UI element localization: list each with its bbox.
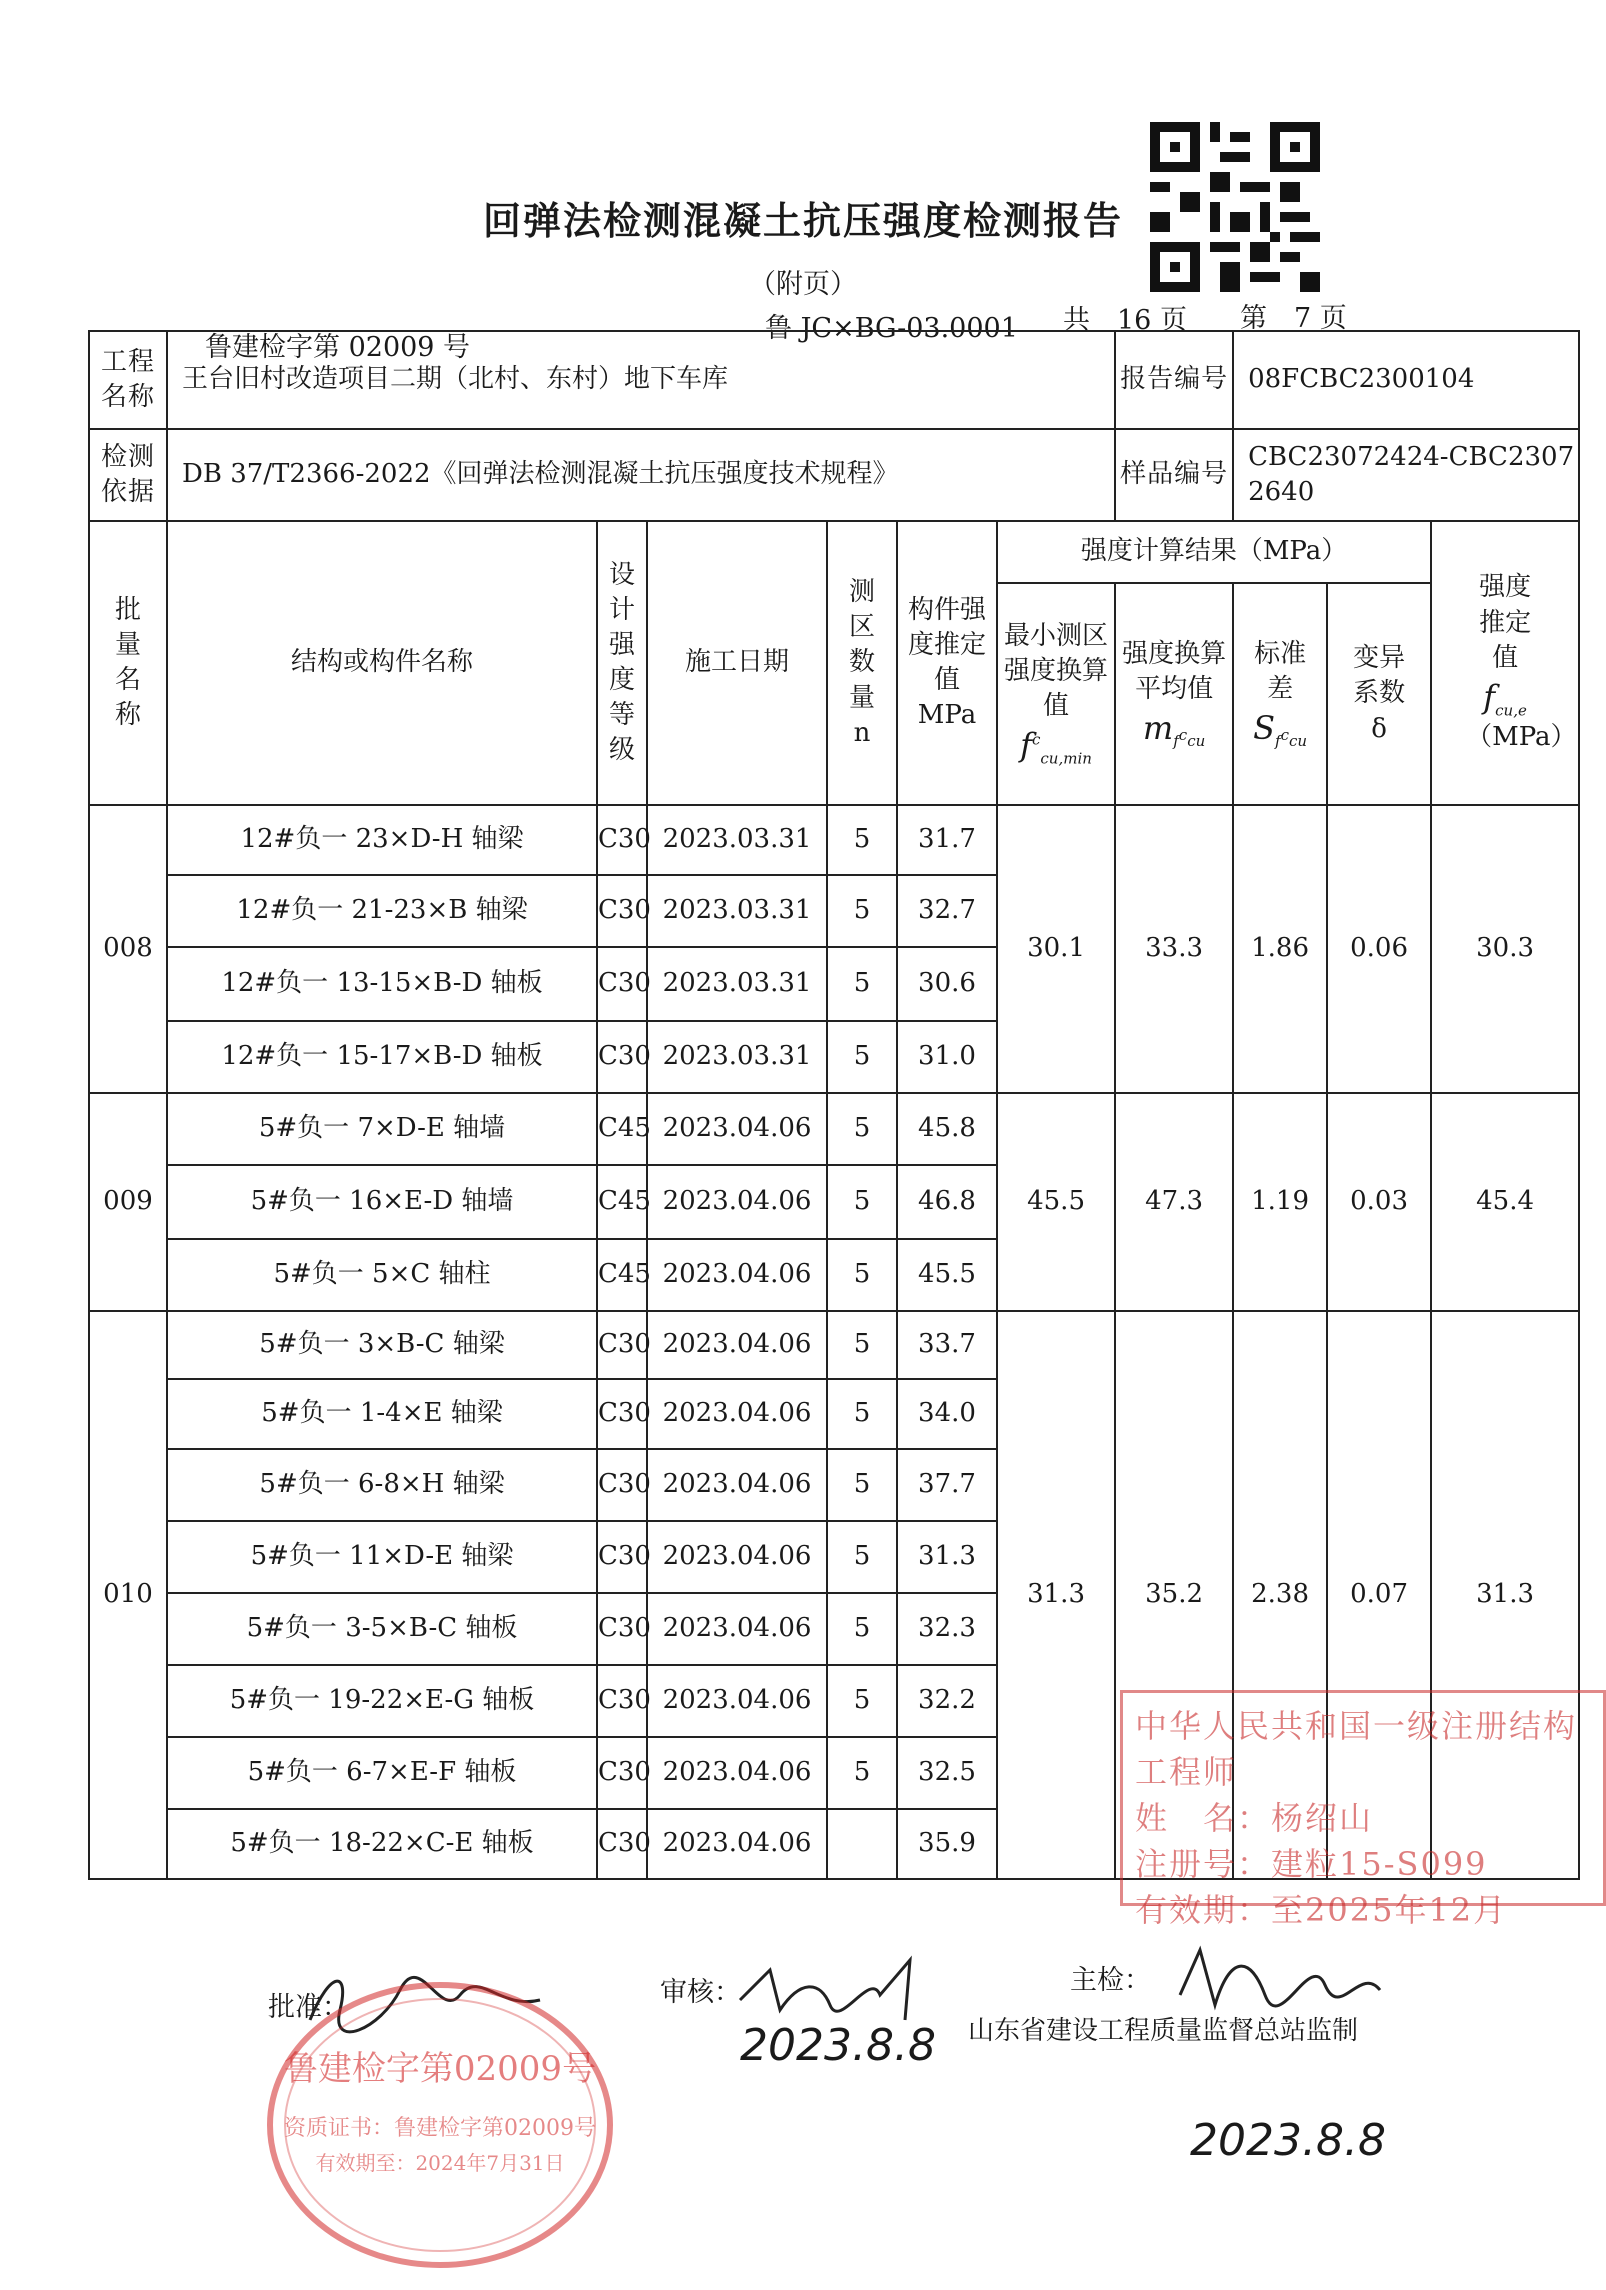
component-name: 12#负一 23×D-H 轴梁 [167, 805, 597, 875]
zone-count: 5 [827, 1449, 897, 1521]
total-pages: 共 16 页 [1063, 305, 1187, 336]
batch-name: 009 [89, 1093, 167, 1311]
page-number: 第 7 页 [1240, 303, 1347, 334]
min-zone-strength: 30.1 [997, 805, 1115, 1093]
component-strength: 37.7 [897, 1449, 997, 1521]
construction-date: 2023.04.06 [647, 1239, 827, 1311]
component-strength: 45.5 [897, 1239, 997, 1311]
col-est [1431, 521, 1579, 805]
zone-count: 5 [827, 1665, 897, 1737]
zone-count: 5 [827, 1165, 897, 1239]
component-name: 5#负一 6-7×E-F 轴板 [167, 1737, 597, 1809]
zone-count: 5 [827, 1093, 897, 1165]
component-strength: 32.5 [897, 1737, 997, 1809]
col-calc-group: 强度计算结果（MPa） [997, 521, 1431, 583]
construction-date: 2023.04.06 [647, 1737, 827, 1809]
variation-coefficient: 0.07 [1327, 1311, 1431, 1879]
table-row [89, 1311, 1579, 1379]
component-name: 5#负一 7×D-E 轴墙 [167, 1093, 597, 1165]
col-batch [89, 521, 167, 805]
component-strength: 31.0 [897, 1021, 997, 1093]
report-table [88, 330, 1580, 1880]
project-value: 王台旧村改造项目二期（北村、东村）地下车库 [167, 331, 1115, 429]
col-zones [827, 521, 897, 805]
design-grade: C30 [597, 1521, 647, 1593]
col-std-text: 标准差 [1254, 638, 1307, 704]
col-strength-text: 构件强度推定值MPa [908, 594, 987, 731]
inspect-label: 主检： [1070, 1965, 1151, 1996]
stamp-line-3: 注册号：建粒15-S099 [1135, 1845, 1488, 1883]
component-strength: 30.6 [897, 947, 997, 1021]
component-strength: 31.7 [897, 805, 997, 875]
zone-count: 5 [827, 1021, 897, 1093]
component-name: 5#负一 6-8×H 轴梁 [167, 1449, 597, 1521]
zone-count: 5 [827, 875, 897, 947]
report-subtitle: （附页） [749, 269, 857, 300]
design-grade: C30 [597, 1311, 647, 1379]
component-name: 5#负一 19-22×E-G 轴板 [167, 1665, 597, 1737]
component-name: 5#负一 5×C 轴柱 [167, 1239, 597, 1311]
construction-date: 2023.04.06 [647, 1593, 827, 1665]
col-mean [1115, 583, 1233, 805]
std-deviation: 1.86 [1233, 805, 1327, 1093]
review-date: 2023.8.8 [740, 2020, 936, 2071]
construction-date: 2023.04.06 [647, 1449, 827, 1521]
col-mean-text: 强度换算平均值 [1122, 638, 1227, 704]
component-name: 5#负一 1-4×E 轴梁 [167, 1379, 597, 1449]
variation-coefficient: 0.03 [1327, 1093, 1431, 1311]
mean-strength: 35.2 [1115, 1311, 1233, 1879]
zone-count [827, 1809, 897, 1879]
table-row [89, 1093, 1579, 1165]
component-name: 5#负一 11×D-E 轴梁 [167, 1521, 597, 1593]
design-grade: C45 [597, 1239, 647, 1311]
certificate-number: 鲁建检字第 02009 号 [205, 332, 471, 363]
inspect-date: 2023.8.8 [1190, 2115, 1386, 2166]
inspector-signature [1170, 1935, 1390, 2025]
report-no-value: 08FCBC2300104 [1233, 331, 1579, 429]
component-strength: 31.3 [897, 1521, 997, 1593]
col-grade-text: 设计强度等级 [609, 559, 636, 766]
component-strength: 35.9 [897, 1809, 997, 1879]
variation-coefficient: 0.06 [1327, 805, 1431, 1093]
construction-date: 2023.03.31 [647, 1021, 827, 1093]
component-strength: 45.8 [897, 1093, 997, 1165]
report-title: 回弹法检测混凝土抗压强度检测报告 [482, 198, 1123, 243]
component-strength: 46.8 [897, 1165, 997, 1239]
svg-text:资质证书：鲁建检字第02009号: 资质证书：鲁建检字第02009号 [284, 2116, 596, 2141]
stamp-line-4: 有效期：至2025年12月 [1135, 1891, 1508, 1929]
svg-text:鲁建检字第02009号: 鲁建检字第02009号 [283, 2049, 597, 2089]
component-name: 12#负一 13-15×B-D 轴板 [167, 947, 597, 1021]
zone-count: 5 [827, 1521, 897, 1593]
component-strength: 34.0 [897, 1379, 997, 1449]
col-strength [897, 521, 997, 805]
company-seal-icon [260, 1975, 620, 2275]
sample-no-label: 样品编号 [1115, 429, 1233, 521]
engineer-stamp [1120, 1690, 1606, 1929]
reviewer-signature [730, 1950, 950, 2030]
report-no-label: 报告编号 [1115, 331, 1233, 429]
col-grade [597, 521, 647, 805]
component-name: 12#负一 15-17×B-D 轴板 [167, 1021, 597, 1093]
construction-date: 2023.04.06 [647, 1809, 827, 1879]
construction-date: 2023.04.06 [647, 1165, 827, 1239]
estimated-strength: 30.3 [1431, 805, 1579, 1093]
design-grade: C30 [597, 1379, 647, 1449]
col-est-unit: （MPa） [1466, 722, 1577, 753]
project-label: 工程名称 [89, 331, 167, 429]
estimated-strength: 45.4 [1431, 1093, 1579, 1311]
zone-count: 5 [827, 1239, 897, 1311]
min-zone-strength: 31.3 [997, 1311, 1115, 1879]
design-grade: C30 [597, 1809, 647, 1879]
component-name: 5#负一 18-22×C-E 轴板 [167, 1809, 597, 1879]
construction-date: 2023.03.31 [647, 875, 827, 947]
basis-value: DB 37/T2366-2022《回弹法检测混凝土抗压强度技术规程》 [167, 429, 1115, 521]
component-strength: 32.7 [897, 875, 997, 947]
construction-date: 2023.04.06 [647, 1665, 827, 1737]
supervision-note: 山东省建设工程质量监督总站监制 [968, 2016, 1359, 2046]
design-grade: C45 [597, 1093, 647, 1165]
zone-count: 5 [827, 1379, 897, 1449]
svg-text:有效期至：2024年7月31日: 有效期至：2024年7月31日 [315, 2151, 565, 2175]
component-strength: 33.7 [897, 1311, 997, 1379]
zone-count: 5 [827, 947, 897, 1021]
component-name: 5#负一 16×E-D 轴墙 [167, 1165, 597, 1239]
design-grade: C30 [597, 1593, 647, 1665]
estimated-strength: 31.3 [1431, 1311, 1579, 1879]
design-grade: C45 [597, 1165, 647, 1239]
component-strength: 32.3 [897, 1593, 997, 1665]
batch-name: 010 [89, 1311, 167, 1879]
col-cv-text: 变异系数δ [1353, 643, 1406, 744]
std-symbol: $S_{f^ccu}$ [1253, 708, 1308, 751]
design-grade: C30 [597, 1021, 647, 1093]
col-date: 施工日期 [647, 521, 827, 805]
min-zone-strength: 45.5 [997, 1093, 1115, 1311]
col-cv [1327, 583, 1431, 805]
construction-date: 2023.03.31 [647, 805, 827, 875]
construction-date: 2023.04.06 [647, 1521, 827, 1593]
design-grade: C30 [597, 1449, 647, 1521]
zone-count: 5 [827, 805, 897, 875]
design-grade: C30 [597, 805, 647, 875]
design-grade: C30 [597, 1665, 647, 1737]
col-min [997, 583, 1115, 805]
mean-strength: 33.3 [1115, 805, 1233, 1093]
construction-date: 2023.03.31 [647, 947, 827, 1021]
min-symbol: $f^c_{cu,min}$ [1020, 726, 1092, 768]
component-name: 12#负一 21-23×B 轴梁 [167, 875, 597, 947]
construction-date: 2023.04.06 [647, 1311, 827, 1379]
component-name: 5#负一 3-5×B-C 轴板 [167, 1593, 597, 1665]
col-est-text: 强度推定值 [1479, 572, 1532, 673]
col-min-text: 最小测区强度换算值 [1004, 621, 1109, 722]
zone-count: 5 [827, 1737, 897, 1809]
col-std [1233, 583, 1327, 805]
stamp-line-1: 中华人民共和国一级注册结构工程师 [1135, 1707, 1578, 1791]
col-batch-text: 批量名称 [115, 594, 142, 731]
construction-date: 2023.04.06 [647, 1093, 827, 1165]
component-strength: 32.2 [897, 1665, 997, 1737]
zone-count: 5 [827, 1593, 897, 1665]
review-label: 审核： [660, 1977, 741, 2008]
batch-name: 008 [89, 805, 167, 1093]
mean-symbol: $m_{f^ccu}$ [1142, 708, 1206, 751]
sample-no-value: CBC23072424-CBC23072640 [1233, 429, 1579, 521]
col-component: 结构或构件名称 [167, 521, 597, 805]
component-name: 5#负一 3×B-C 轴梁 [167, 1311, 597, 1379]
zone-count: 5 [827, 1311, 897, 1379]
stamp-line-2: 姓 名：杨绍山 [1135, 1799, 1374, 1837]
std-deviation: 1.19 [1233, 1093, 1327, 1311]
col-zones-text: 测区数量n [849, 577, 876, 748]
mean-strength: 47.3 [1115, 1093, 1233, 1311]
design-grade: C30 [597, 947, 647, 1021]
approve-label: 批准： [268, 1992, 349, 2023]
design-grade: C30 [597, 875, 647, 947]
construction-date: 2023.04.06 [647, 1379, 827, 1449]
std-deviation: 2.38 [1233, 1311, 1327, 1879]
form-code: 鲁 JC×BG-03.0001 [765, 313, 1018, 344]
est-symbol: $f_{cu,e}$ [1483, 677, 1527, 720]
table-row [89, 805, 1579, 875]
design-grade: C30 [597, 1737, 647, 1809]
basis-label: 检测依据 [89, 429, 167, 521]
